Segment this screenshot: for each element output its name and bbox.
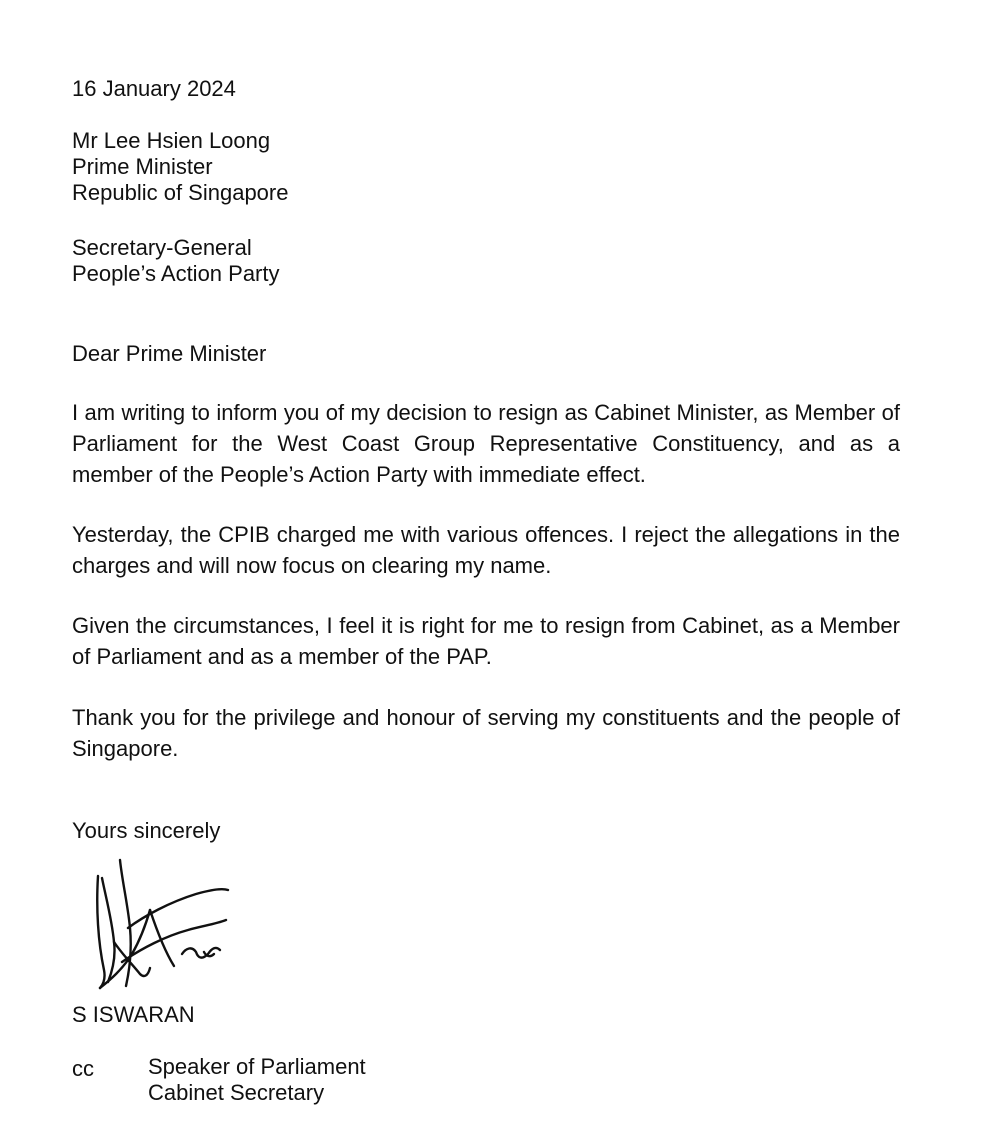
cc-recipient: Speaker of Parliament — [148, 1054, 366, 1079]
recipient-title: Prime Minister — [72, 154, 213, 179]
recipient-address — [72, 128, 288, 206]
body-paragraph: Yesterday, the CPIB charged me with various offences. I reject the allegations in the charges and will now focus on clearing my name. — [72, 522, 900, 578]
body-paragraph: Given the circumstances, I feel it is right for me to resign from Cabinet, as a Member of Parliament and as a member of the PAP. — [72, 613, 900, 669]
salutation: Dear Prime Minister — [72, 341, 267, 366]
closing: Yours sincerely — [72, 818, 221, 843]
recipient-party: People’s Action Party — [72, 261, 280, 286]
cc-recipient: Cabinet Secretary — [148, 1080, 325, 1105]
letter-date: 16 January 2024 — [72, 76, 236, 101]
cc-recipients — [148, 1054, 366, 1106]
cc-label: cc — [72, 1056, 94, 1081]
recipient-country: Republic of Singapore — [72, 180, 289, 205]
body-paragraph: I am writing to inform you of my decision to resign as Cabinet Minister, as Member of Parliament for the West Coast Group Representative Constituency, and as a member of the People’s Action Party with immediate effect. — [72, 400, 900, 487]
recipient-name: Mr Lee Hsien Loong — [72, 128, 271, 153]
body-paragraph: Thank you for the privilege and honour of serving my constituents and the people of Singapore. — [72, 705, 900, 761]
handwritten-signature — [92, 858, 242, 993]
recipient-party-role: Secretary-General — [72, 235, 252, 260]
recipient-party-block — [72, 235, 280, 287]
signatory-name: S ISWARAN — [72, 1002, 195, 1027]
